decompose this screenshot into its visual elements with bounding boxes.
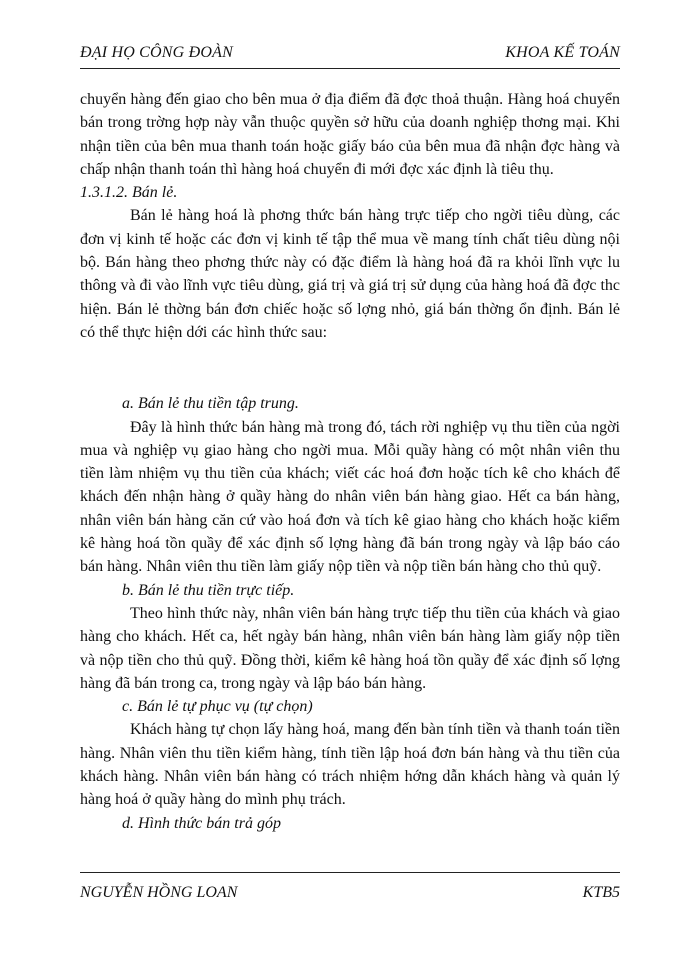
footer-rule [80,872,620,873]
footer-right: KTB5 [582,884,620,901]
paragraph-b: Theo hình thức này, nhân viên bán hàng trực tiếp thu tiền của khách và giao hàng cho khách. Hết ca, hết ngày bán hàng, nhân viên bán hàng làm giấy nộp tiền và nộp tiền cho thủ quỹ. Đồng thời, kiểm kê hàng hoá tồn quầy để xác định số lợng hàng đã bán trong ca, trong ngày và lập báo bán hàng. [80,604,620,692]
page-footer [80,884,620,906]
header-rule [80,68,620,69]
section-heading-ban-le: 1.3.1.2. Bán lẻ. [80,184,178,202]
paragraph-intro: chuyển hàng đến giao cho bên mua ở địa điểm đã đợc thoả thuận. Hàng hoá chuyển bán trong trờng hợp này vẫn thuộc quyền sở hữu của doanh nghiệp thơng mại. Khi nhận tiền của bên mua thanh toán hoặc giấy báo của bên mua đã nhận đợc hàng và chấp nhận thanh toán thì hàng hoá chuyển đi mới đợc xác định là tiêu thụ. [80,91,620,178]
document-body [80,88,620,835]
subheading-d: d. Hình thức bán trả góp [122,814,281,832]
paragraph-a: Đây là hình thức bán hàng mà trong đó, tách rời nghiệp vụ thu tiền của ngời mua và nghiệp vụ giao hàng cho ngời mua. Mỗi quầy hàng có một nhân viên thu tiền làm nhiệm vụ thu tiền của khách; viết các hoá đơn hoặc tích kê cho khách để khách đến nhận hàng ở quầy hàng do nhân viên bán hàng giao. Hết ca bán hàng, nhân viên bán hàng căn cứ vào hoá đơn và tích kê giao hàng cho khách hoặc kiểm kê hàng hoá tồn quầy để xác định số lợng hàng đã bán trong ngày và lập báo cáo bán hàng. Nhân viên thu tiền làm giấy nộp tiền và nộp tiền bán hàng cho thủ quỹ. [80,418,620,576]
subheading-c: c. Bán lẻ tự phục vụ (tự chọn) [122,698,313,716]
paragraph-ban-le: Bán lẻ hàng hoá là phơng thức bán hàng trực tiếp cho ngời tiêu dùng, các đơn vị kinh tế hoặc các đơn vị kinh tế tập thể mua về mang tính chất tiêu dùng nội bộ. Bán hàng theo phơng thức này có đặc điểm là hàng hoá đã ra khỏi lĩnh vực lu thông và đi vào lĩnh vực tiêu dùng, giá trị và giá trị sử dụng của hàng hoá đã đợc thc hiện. Bán lẻ thờng bán đơn chiếc hoặc số lợng nhỏ, giá bán thờng ổn định. Bán lẻ có thể thực hiện dới các hình thức sau: [80,207,620,341]
page-header [80,44,620,66]
footer-left: NGUYỄN HỒNG LOAN [80,884,238,901]
blank-spacer [80,344,620,392]
header-left: ĐẠI HỌ CÔNG ĐOÀN [80,44,233,61]
subheading-a: a. Bán lẻ thu tiền tập trung. [122,395,299,413]
paragraph-c: Khách hàng tự chọn lấy hàng hoá, mang đến bàn tính tiền và thanh toán tiền hàng. Nhân viên thu tiền kiểm hàng, tính tiền lập hoá đơn bán hàng và thu tiền của khách hàng. Nhân viên bán hàng có trách nhiệm hớng dẫn khách hàng và quản lý hàng hoá ở quầy hàng do mình phụ trách. [80,721,620,809]
subheading-b: b. Bán lẻ thu tiền trực tiếp. [122,581,295,599]
header-right: KHOA KẾ TOÁN [505,44,620,61]
